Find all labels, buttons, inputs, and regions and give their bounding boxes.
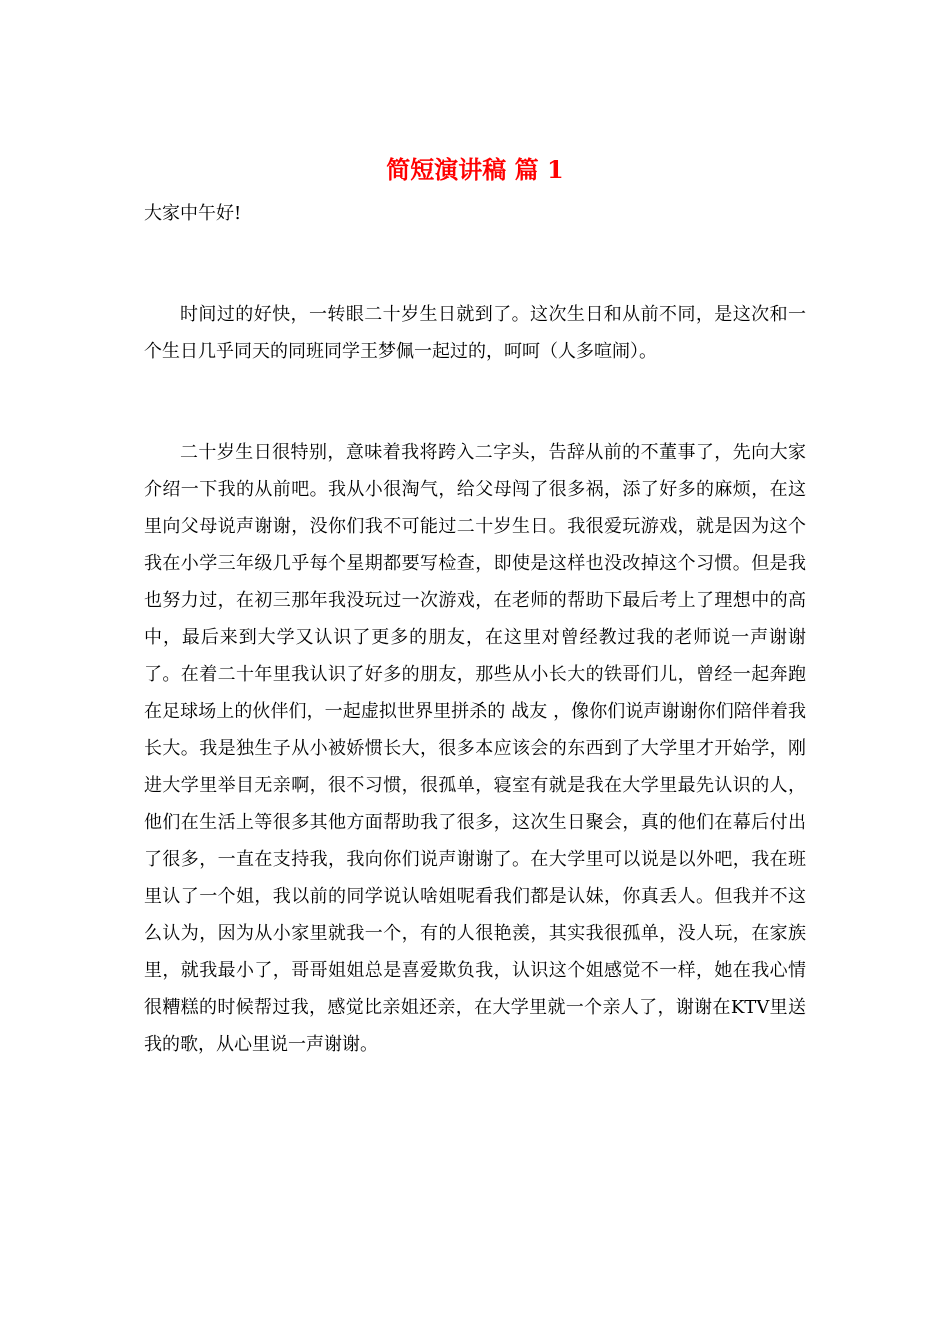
- greeting: 大家中午好!: [144, 203, 242, 224]
- paragraph-2: 二十岁生日很特别，意味着我将跨入二字头，告辞从前的不董事了，先向大家介绍一下我的从前吧。我从小很淘气，给父母闯了很多祸，添了好多的麻烦，在这里向父母说声谢谢，没你们我不可能过二十岁生日。我很爱玩游戏，就是因为这个我在小学三年级几乎每个星期都要写检查，即使是这样也没改掉这个习惯。但是我也努力过，在初三那年我没玩过一次游戏，在老师的帮助下最后考上了理想中的高中，最后来到大学又认识了更多的朋友，在这里对曾经教过我的老师说一声谢谢了。在着二十年里我认识了好多的朋友，那些从小长大的铁哥们儿，曾经一起奔跑在足球场上的伙伴们，一起虚拟世界里拼杀的 战友 ，像你们说声谢谢你们陪伴着我长大。我是独生子从小被娇惯长大，很多本应该会的东西到了大学里才开始学，刚进大学里举目无亲啊，很不习惯，很孤单，寝室有就是我在大学里最先认识的人，他们在生活上等很多其他方面帮助我了很多，这次生日聚会，真的他们在幕后付出了很多，一直在支持我，我向你们说声谢谢了。在大学里可以说是以外吧，我在班里认了一个姐，我以前的同学说认啥姐呢看我们都是认妹，你真丢人。但我并不这么认为，因为从小家里就我一个，有的人很艳羡，其实我很孤单，没人玩，在家族里，就我最小了，哥哥姐姐总是喜爱欺负我，认识这个姐感觉不一样，她在我心情很糟糕的时候帮过我，感觉比亲姐还亲，在大学里就一个亲人了，谢谢在KTV里送我的歌，从心里说一声谢谢。: [144, 442, 806, 1055]
- paragraph-1: 时间过的好快，一转眼二十岁生日就到了。这次生日和从前不同，是这次和一个生日几乎同天的同班同学王梦佩一起过的，呵呵（人多喧闹）。: [144, 304, 806, 362]
- page-title: 简短演讲稿 篇 1: [386, 155, 564, 184]
